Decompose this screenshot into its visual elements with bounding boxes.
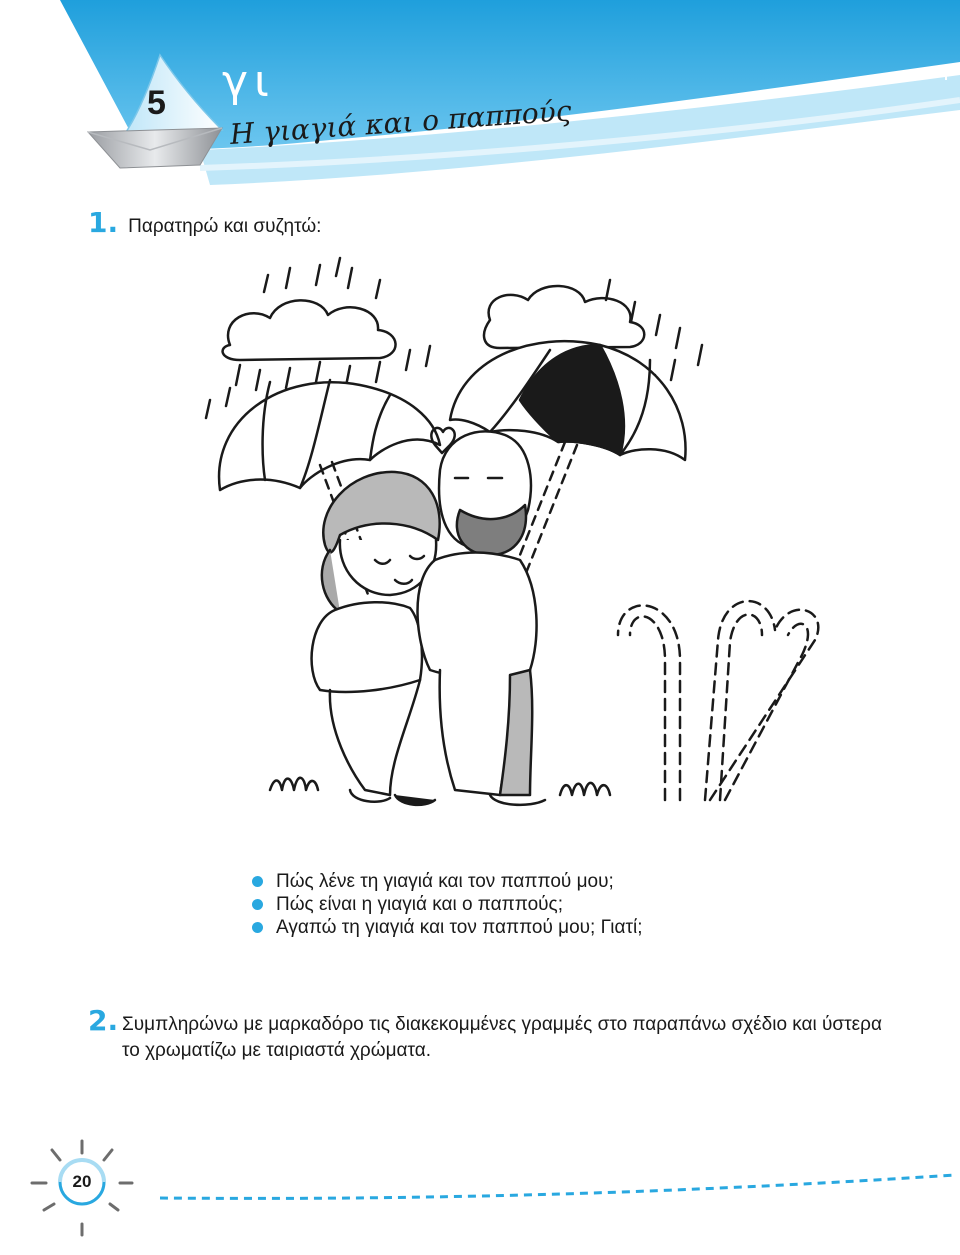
question-item xyxy=(252,916,642,939)
page-number: 20 xyxy=(72,1172,92,1191)
grandmother-legs xyxy=(330,680,420,795)
discussion-questions xyxy=(252,870,642,939)
lesson-title: Η γιαγιά και ο παππούς xyxy=(228,94,573,151)
grass-right xyxy=(560,783,610,795)
grass-left xyxy=(270,778,318,790)
question-item xyxy=(252,870,642,893)
cloud-left xyxy=(223,300,396,360)
exercise-1-number: 1. xyxy=(88,206,119,239)
question-text: Αγαπώ τη γιαγιά και τον παππού μου; Γιατί; xyxy=(276,917,643,938)
question-text: Πώς είναι η γιαγιά και ο παππούς; xyxy=(276,894,563,915)
grandmother-sweater xyxy=(312,602,422,692)
exercise-1-text: Παρατηρώ και συζητώ: xyxy=(128,216,322,237)
lesson-letters: γι xyxy=(222,56,275,107)
cane-left xyxy=(630,616,665,800)
exercise-2-number: 2. xyxy=(88,1004,119,1037)
footer-dashed-line xyxy=(150,1160,960,1210)
bullet-dot xyxy=(252,899,263,910)
bullet-dot xyxy=(252,922,263,933)
bullet-dot xyxy=(252,876,263,887)
grandparents-umbrella-illustration xyxy=(90,250,890,820)
exercise-2-text: Συμπληρώνω με μαρκαδόρο τις διακεκομμένες γραμμές στο παραπάνω σχέδιο και ύστερα το χρωματίζω με ταιριαστά χρώματα. xyxy=(122,1014,882,1061)
cane-right-heart xyxy=(705,601,775,800)
exercise-1 xyxy=(88,206,321,239)
grandfather-sweater xyxy=(418,553,537,678)
question-item xyxy=(252,893,642,916)
cloud-right xyxy=(484,286,644,348)
question-text: Πώς λένε τη γιαγιά και τον παππού μου; xyxy=(276,871,614,892)
lesson-number: 5 xyxy=(147,84,166,122)
